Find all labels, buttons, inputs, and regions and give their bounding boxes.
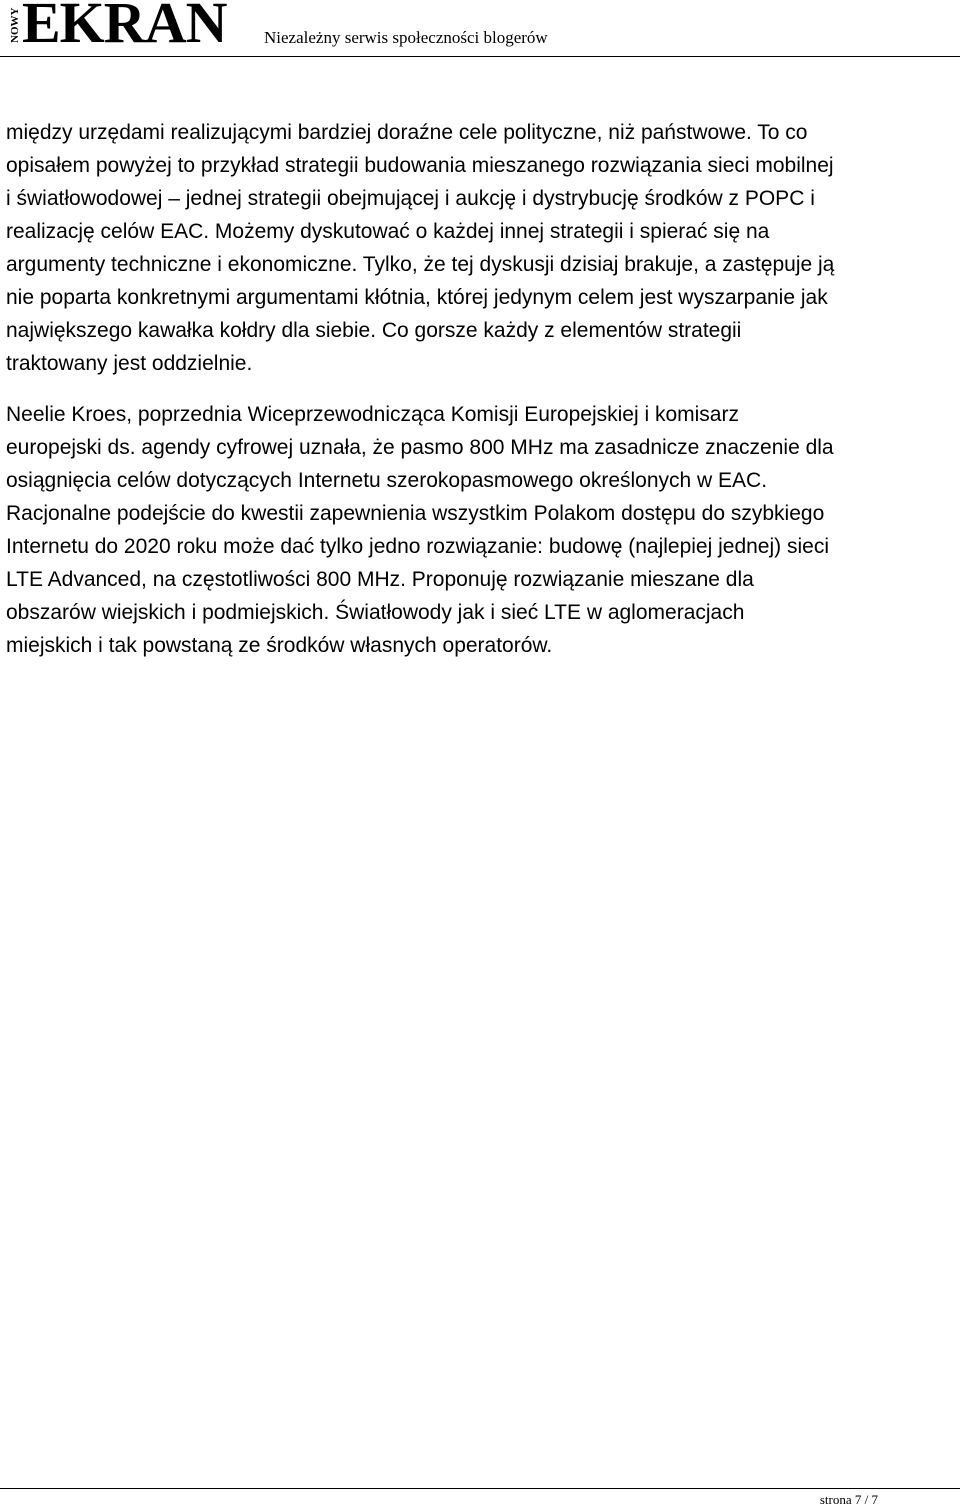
footer-divider [0,1488,960,1489]
text-line: osiągnięcia celów dotyczących Internetu szerokopasmowego określonych w EAC. [6,469,768,492]
site-tagline: Niezależny serwis społeczności blogerów [264,28,548,47]
text-line: i światłowodowej – jednej strategii obejmującej i aukcję i dystrybucję środków z POPC i [6,187,815,210]
text-line: argumenty techniczne i ekonomiczne. Tylko, że tej dyskusji dzisiaj brakuje, a zastępuje ją [6,253,835,276]
page-number: strona 7 / 7 [819,1492,878,1507]
text-line: Internetu do 2020 roku może dać tylko jedno rozwiązanie: budowę (najlepiej jednej) sieci [6,535,829,558]
text-line: traktowany jest oddzielnie. [6,352,253,375]
text-line: między urzędami realizującymi bardziej doraźne cele polityczne, niż państwowe. To co [6,121,808,144]
header-divider [0,56,960,57]
text-line: największego kawałka kołdry dla siebie. Co gorsze każdy z elementów strategii [6,319,742,342]
paragraph [6,398,946,662]
text-line: opisałem powyżej to przykład strategii budowania mieszanego rozwiązania sieci mobilnej [6,154,834,177]
paragraph-spacer [6,380,946,398]
text-line: realizację celów EAC. Możemy dyskutować o każdej innej strategii i spierać się na [6,220,770,243]
paragraph [6,116,946,380]
article-body [6,116,946,662]
logo-small-text: NOWY [9,7,21,43]
text-line: europejski ds. agendy cyfrowej uznała, że pasmo 800 MHz ma zasadnicze znaczenie dla [6,436,834,459]
text-line: Neelie Kroes, poprzednia Wiceprzewodnicząca Komisji Europejskiej i komisarz [6,403,739,426]
text-line: nie poparta konkretnymi argumentami kłótnia, której jedynym celem jest wyszarpanie jak [6,286,828,309]
text-line: obszarów wiejskich i podmiejskich. Światłowody jak i sieć LTE w aglomeracjach [6,601,745,624]
masthead [0,0,960,56]
logo-main-text: EKRAN [22,0,227,55]
text-line: Racjonalne podejście do kwestii zapewnienia wszystkim Polakom dostępu do szybkiego [6,502,825,525]
text-line: LTE Advanced, na częstotliwości 800 MHz. Proponuję rozwiązanie mieszane dla [6,568,754,591]
text-line: miejskich i tak powstaną ze środków własnych operatorów. [6,634,553,657]
